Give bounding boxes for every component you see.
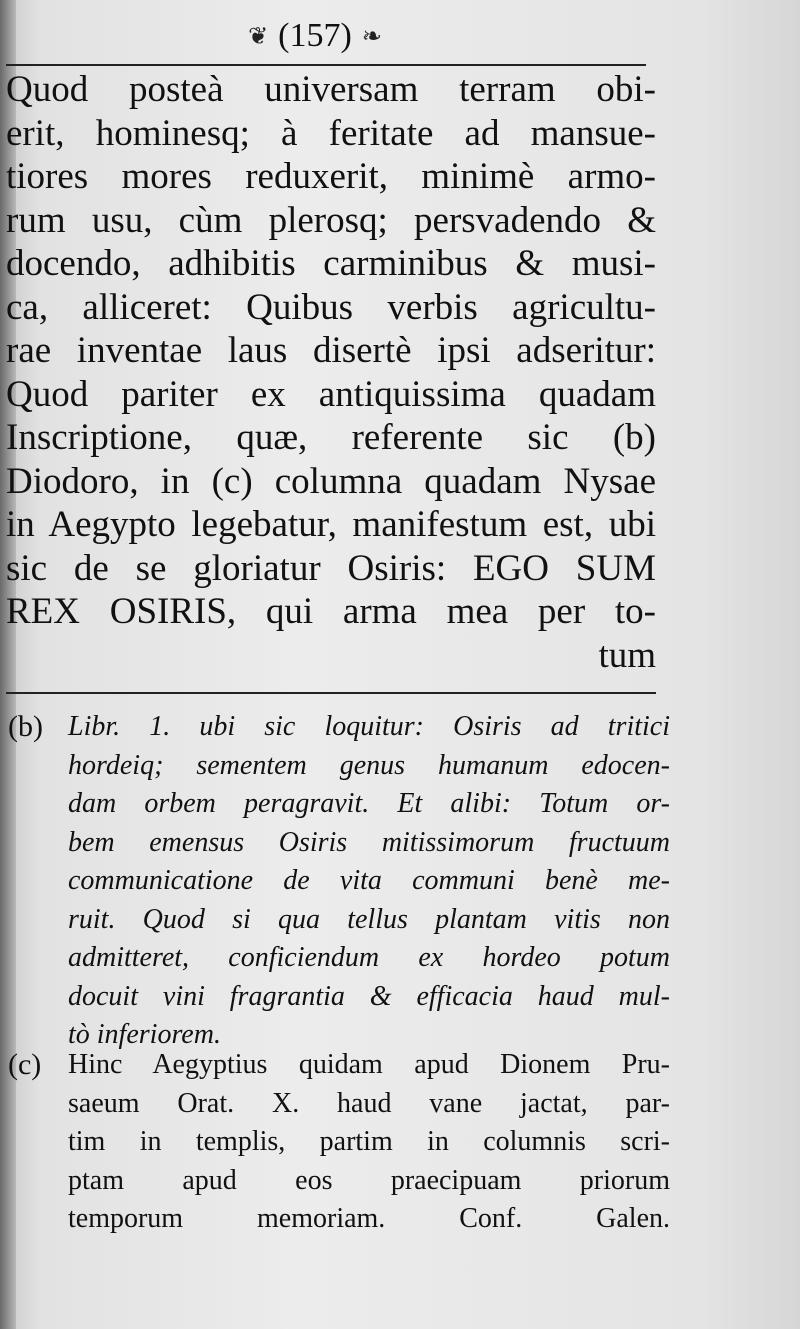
footnote-line: tim in templis, partim in columnis scri- <box>68 1126 670 1157</box>
page-header <box>200 14 430 58</box>
footnote-b <box>8 708 670 1055</box>
footnote-line: communicatione de vita communi benè me- <box>68 865 670 896</box>
footnote-line: admitteret, conficiendum ex hordeo potum <box>68 942 670 973</box>
footnote-line: tò inferiorem. <box>68 1019 221 1050</box>
text-line: rum usu, cùm plerosq; persvadendo & <box>6 199 656 241</box>
footnote-rule <box>6 692 656 694</box>
catchword: tum <box>598 634 656 676</box>
text-line: in Aegypto legebatur, manifestum est, ubi <box>6 504 656 545</box>
text-line: tiores mores reduxerit, minimè armo- <box>6 156 656 197</box>
text-line: Inscriptione, quæ, referente sic (b) <box>6 417 656 458</box>
footnote-line: Libr. 1. ubi sic loquitur: Osiris ad tritici <box>68 711 670 742</box>
footnote-c <box>8 1046 670 1239</box>
text-line: erit, hominesq; à feritate ad mansue- <box>6 112 656 154</box>
footnote-line: hordeiq; sementem genus humanum edocen- <box>68 749 670 781</box>
right-ornament-icon: ❧ <box>361 23 382 50</box>
footnote-line: docuit vini fragrantia & efficacia haud mul- <box>68 980 670 1012</box>
footnote-line: temporum memoriam. Conf. Galen. <box>68 1203 670 1234</box>
text-line: ca, alliceret: Quibus verbis agricultu- <box>6 286 656 328</box>
left-ornament-icon: ❦ <box>248 23 269 50</box>
footnote-line: Hinc Aegyptius quidam apud Dionem Pru- <box>68 1049 670 1080</box>
footnote-marker-c: (c) <box>8 1048 42 1081</box>
header-rule <box>6 64 646 66</box>
text-line: Quod posteà universam terram obi- <box>6 69 656 110</box>
footnote-line: dam orbem peragravit. Et alibi: Totum or- <box>68 788 670 819</box>
text-line: Diodoro, in (c) columna quadam Nysae <box>6 460 656 502</box>
text-line: docendo, adhibitis carminibus & musi- <box>6 243 656 284</box>
page-number: (157) <box>278 17 352 54</box>
text-line: sic de se gloriatur Osiris: EGO SUM <box>6 547 656 589</box>
main-text-block <box>6 68 656 677</box>
text-line: REX OSIRIS, qui arma mea per to- <box>6 591 656 632</box>
footnote-line: ruit. Quod si qua tellus plantam vitis non <box>68 903 670 935</box>
footnote-line: saeum Orat. X. haud vane jactat, par- <box>68 1087 670 1119</box>
text-line: rae inventae laus disertè ipsi adseritur: <box>6 330 656 371</box>
text-line: Quod pariter ex antiquissima quadam <box>6 373 656 415</box>
footnote-line: bem emensus Osiris mitissimorum fructuum <box>68 826 670 858</box>
footnote-marker-b: (b) <box>8 710 43 743</box>
footnote-line: ptam apud eos praecipuam priorum <box>68 1164 670 1196</box>
